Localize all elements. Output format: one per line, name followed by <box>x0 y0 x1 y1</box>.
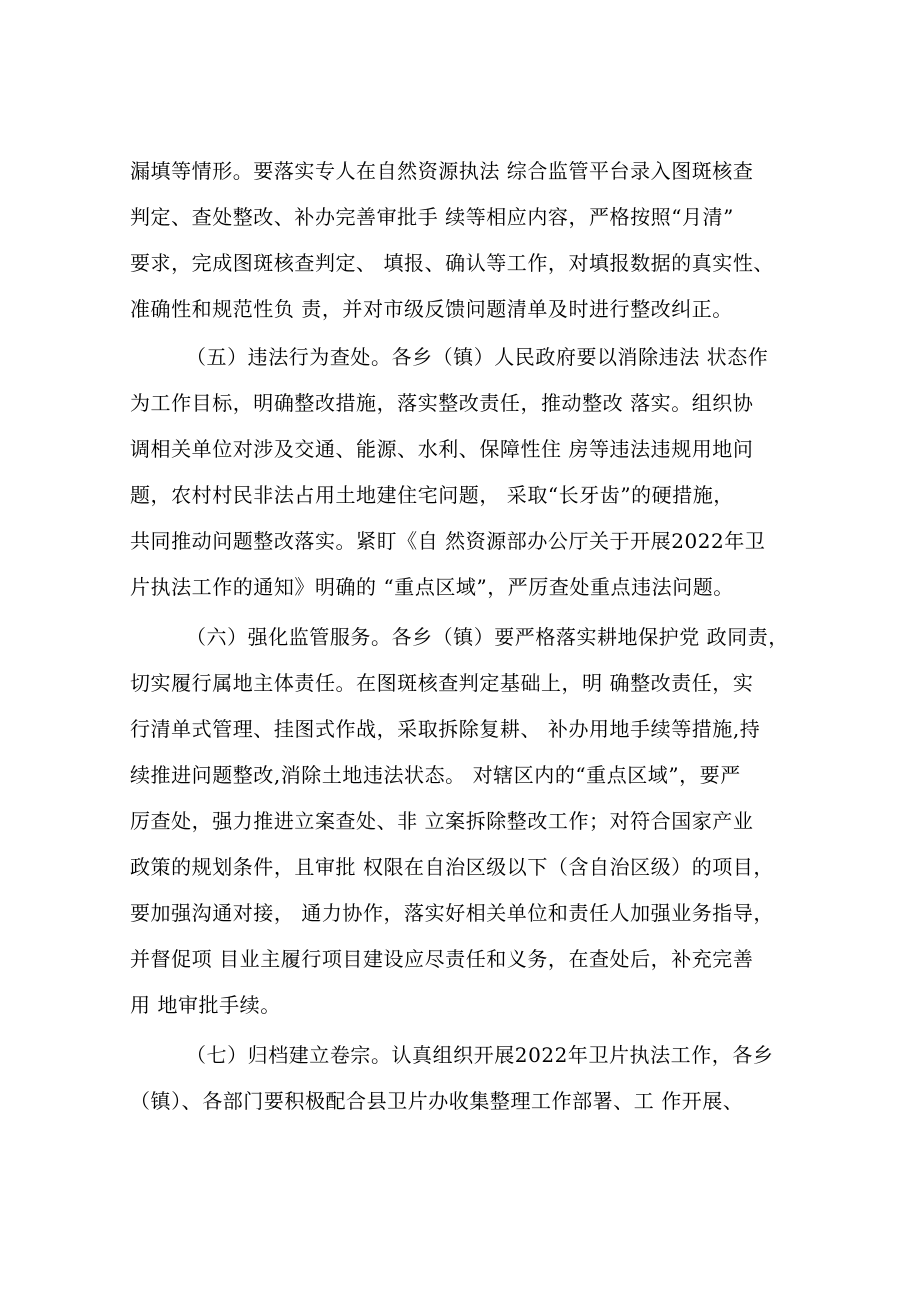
text-line: 政策的规划条件，且审批 权限在自治区级以下（含自治区级）的项目， <box>130 855 774 879</box>
paragraph-heading-line: （五）违法行为查处。各乡（镇）人民政府要以消除违法 状态作 <box>186 345 769 369</box>
paragraph-heading-line: （六）强化监管服务。各乡（镇）要严格落实耕地保护党 政同责， <box>186 625 789 649</box>
text-line: 续推进问题整改,消除土地违法状态。 对辖区内的“重点区域”，要严 <box>130 763 741 787</box>
text-line: 题，农村村民非法占用土地建住宅问题， 采取“长牙齿”的硬措施， <box>130 483 734 507</box>
text-line: 判定、查处整改、补办完善审批手 续等相应内容，严格按照“月清” <box>130 205 734 229</box>
text-line: 为工作目标，明确整改措施，落实整改责任，推动整改 落实。组织协 <box>130 391 754 415</box>
text-line: 切实履行属地主体责任。在图斑核查判定基础上，明 确整改责任，实 <box>130 671 754 695</box>
text-line: 共同推动问题整改落实。紧盯《自 然资源部办公厅关于开展2022年卫 <box>130 529 766 553</box>
text-line: 漏填等情形。要落实专人在自然资源执法 综合监管平台录入图斑核查 <box>130 159 754 183</box>
text-line: 并督促项 目业主履行项目建设应尽责任和义务，在查处后，补充完善 <box>130 947 754 971</box>
text-line: 要加强沟通对接， 通力协作，落实好相关单位和责任人加强业务指导， <box>130 901 774 925</box>
paragraph-heading-line: （七）归档建立卷宗。认真组织开展2022年卫片执法工作，各乡 <box>186 1043 774 1067</box>
text-line: 调相关单位对涉及交通、能源、水利、保障性住 房等违法违规用地问 <box>130 437 754 461</box>
text-line: 行清单式管理、挂图式作战，采取拆除复耕、 补办用地手续等措施,持 <box>130 717 761 741</box>
text-line: 用 地审批手续。 <box>130 993 281 1017</box>
text-line: 要求，完成图斑核查判定、 填报、确认等工作，对填报数据的真实性、 <box>130 251 774 275</box>
text-line: 片执法工作的通知》明确的 “重点区域”，严厉查处重点违法问题。 <box>130 575 734 599</box>
text-line: 准确性和规范性负 责，并对市级反馈问题清单及时进行整改纠正。 <box>130 297 733 321</box>
text-line: 厉查处，强力推进立案查处、非 立案拆除整改工作；对符合国家产业 <box>130 809 754 833</box>
text-line: （镇）、各部门要积极配合县卫片办收集整理工作部署、工 作开展、 <box>130 1089 744 1113</box>
